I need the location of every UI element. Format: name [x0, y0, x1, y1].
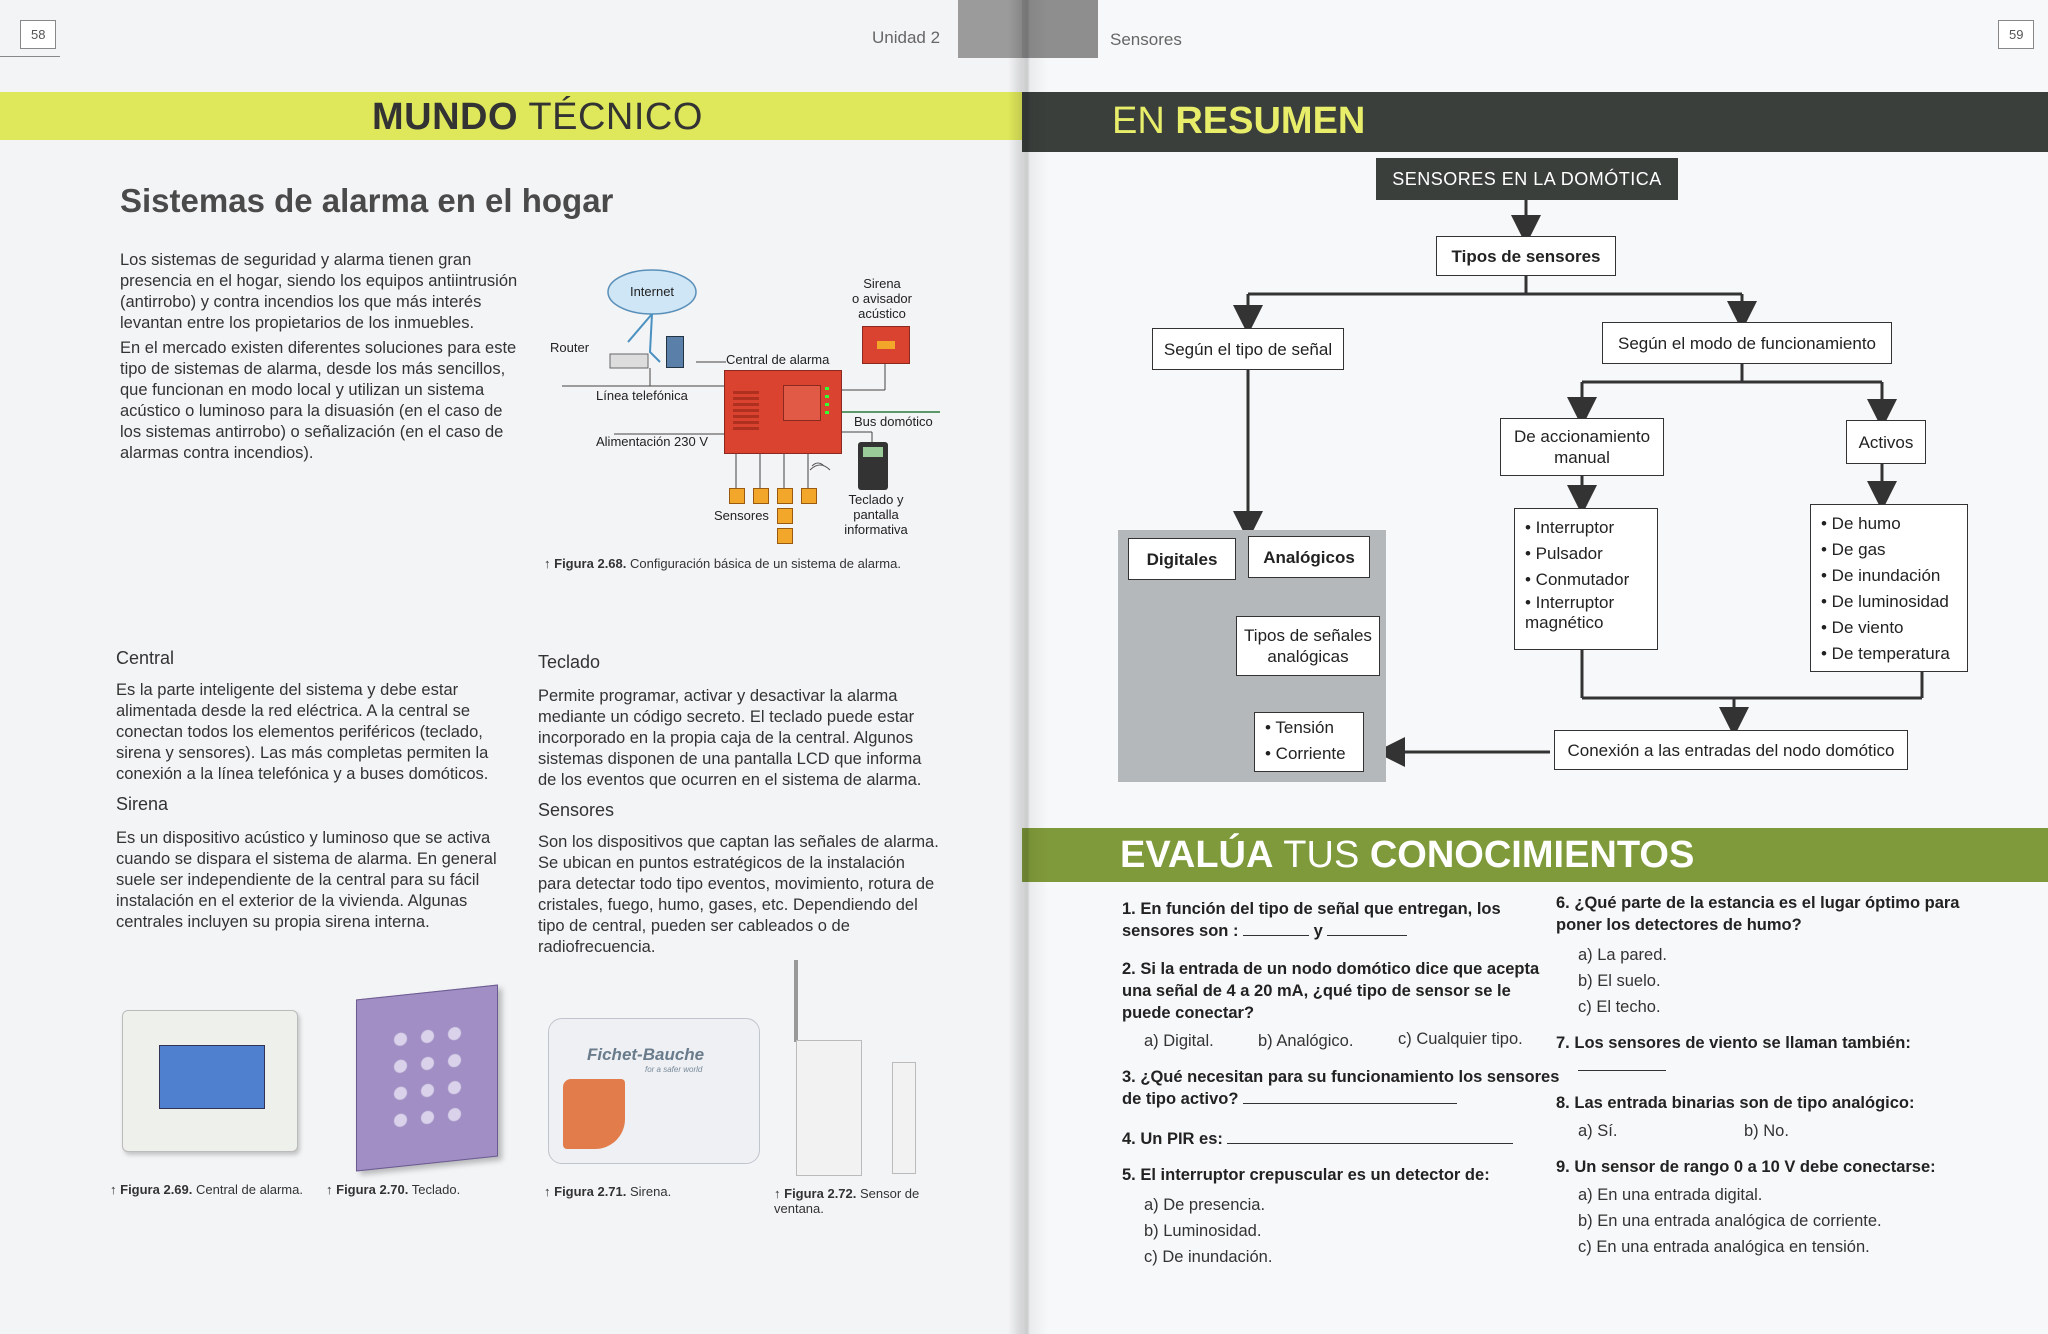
map-manual-item: • Pulsador	[1525, 544, 1603, 563]
question-3	[1122, 1066, 1562, 1110]
banner-light: EN	[1112, 100, 1165, 142]
heading-teclado: Teclado	[538, 652, 601, 672]
central-photo-panel	[159, 1045, 265, 1109]
siren-light	[877, 341, 895, 349]
q-text: Los sensores de viento se llaman también:	[1574, 1034, 1911, 1052]
sensor-square	[801, 488, 817, 504]
q-number: 4.	[1122, 1130, 1136, 1148]
label-teclado: Teclado y pantalla informativa	[844, 492, 908, 537]
q5-option[interactable]: b) Luminosidad.	[1144, 1222, 1262, 1240]
label-internet: Internet	[629, 284, 675, 299]
q-text: ¿Qué parte de la estancia es el lugar óptimo para poner los detectores de humo?	[1556, 894, 1960, 934]
sensor-square	[777, 508, 793, 524]
map-segun-modo: Según el modo de funcionamiento	[1602, 322, 1892, 364]
banner-rest: TÉCNICO	[528, 96, 703, 138]
running-head: Unidad 2	[872, 28, 941, 47]
map-root: SENSORES EN LA DOMÓTICA	[1376, 158, 1678, 200]
evalua-banner	[1022, 828, 2048, 882]
q-number: 7.	[1556, 1034, 1570, 1052]
photo-sensor-ventana	[796, 1040, 862, 1176]
q5-option[interactable]: c) De inundación.	[1144, 1248, 1273, 1266]
q-text: Un PIR es:	[1140, 1130, 1223, 1148]
map-manual: De accionamiento manual	[1500, 418, 1664, 476]
keypad-drawing	[858, 442, 888, 490]
central-grille	[733, 391, 759, 431]
q-number: 2.	[1122, 960, 1136, 978]
map-conexion: Conexión a las entradas del nodo domótico	[1554, 730, 1908, 770]
answer-blank[interactable]	[1327, 921, 1407, 936]
q-text: ¿Qué necesitan para su funcionamiento los sensores de tipo activo?	[1122, 1068, 1560, 1108]
answer-blank[interactable]	[1243, 1089, 1457, 1104]
siren-brand: Fichet-Bauche	[587, 1045, 705, 1064]
map-activos-item: • De luminosidad	[1821, 592, 1949, 611]
q9-option[interactable]: c) En una entrada analógica en tensión.	[1578, 1238, 1870, 1256]
q8-option[interactable]: a) Sí.	[1578, 1122, 1618, 1140]
q6-option[interactable]: b) El suelo.	[1578, 972, 1661, 990]
q-number: 9.	[1556, 1158, 1570, 1176]
map-analogicos: Analógicos	[1248, 536, 1370, 578]
central-unit-drawing	[724, 370, 842, 454]
label-alimentacion: Alimentación 230 V	[596, 434, 709, 449]
figure-caption-2-68: ↑ Figura 2.68. Configuración básica de un sistema de alarma.	[544, 556, 901, 571]
label-central: Central de alarma	[726, 352, 830, 367]
map-activos-item: • De inundación	[1821, 566, 1941, 585]
sensor-square	[729, 488, 745, 504]
photo-sirena	[548, 1018, 760, 1164]
map-activos-item: • De humo	[1821, 514, 1901, 533]
sensor-square	[777, 488, 793, 504]
right-page	[1022, 0, 2048, 1334]
question-6	[1556, 892, 1996, 936]
caption-num: Figura 2.72.	[784, 1186, 857, 1201]
caption-num: Figura 2.71.	[554, 1184, 627, 1199]
intro-paragraph: En el mercado existen diferentes soluciones para este tipo de sistemas de alarma, desde los más sencillos, que funcionan en modo local y utilizan un sistema acústico o luminoso para la disuasión (en el caso de los sistemas antirrobo) o señalización (en el caso de alarmas contra incendios).	[120, 339, 517, 462]
intro-text	[120, 250, 522, 464]
q-number: 5.	[1122, 1166, 1136, 1184]
keypad-buttons	[387, 1019, 469, 1138]
heading-sensores: Sensores	[538, 800, 615, 820]
q-mid: y	[1313, 922, 1323, 940]
q-text: Un sensor de rango 0 a 10 V debe conectarse:	[1574, 1158, 1936, 1176]
sensor-square	[777, 528, 793, 544]
label-bus: Bus domótico	[854, 414, 933, 429]
caption-text: Configuración básica de un sistema de alarma.	[630, 556, 901, 571]
banner-bold: MUNDO	[372, 96, 519, 138]
question-9	[1556, 1156, 1996, 1178]
answer-blank[interactable]	[1243, 921, 1309, 936]
heading-central: Central	[116, 648, 175, 668]
map-tipos: Tipos de sensores	[1436, 236, 1616, 276]
map-activos-item: • De temperatura	[1821, 644, 1950, 663]
mundo-tecnico-banner	[0, 92, 1022, 140]
map-manual-item: • Conmutador	[1525, 570, 1630, 589]
map-segun-senal: Según el tipo de señal	[1152, 328, 1344, 370]
map-activos-item: • De gas	[1821, 540, 1886, 559]
q-text: Si la entrada de un nodo domótico dice que acepta una señal de 4 a 20 mA, ¿qué tipo de sensor se le puede conectar?	[1122, 960, 1540, 1022]
caption-text: Teclado.	[411, 1182, 461, 1197]
sensor-antenna	[794, 960, 798, 1042]
banner-bold: CONOCIMIENTOS	[1369, 834, 1695, 876]
map-activos-item: • De viento	[1821, 618, 1904, 637]
question-7	[1556, 1032, 1996, 1054]
caption-text: Central de alarma.	[196, 1182, 303, 1197]
label-linea: Línea telefónica	[596, 388, 688, 403]
sensor-square	[753, 488, 769, 504]
photo-teclado	[356, 985, 498, 1172]
q9-option[interactable]: a) En una entrada digital.	[1578, 1186, 1763, 1204]
map-manual-list	[1514, 508, 1658, 650]
central-panel	[783, 385, 821, 421]
banner-bold: RESUMEN	[1175, 100, 1366, 142]
q2-option[interactable]: c) Cualquier tipo.	[1398, 1030, 1523, 1048]
question-5	[1122, 1164, 1562, 1186]
map-activos-list	[1810, 504, 1968, 672]
page-number: 59	[1998, 20, 2034, 49]
caption-num: Figura 2.68.	[554, 556, 627, 571]
q-number: 3.	[1122, 1068, 1136, 1086]
text-teclado: Permite programar, activar y desactivar la alarma mediante un código secreto. El teclado puede estar incorporado en la propia caja de la central. Algunos sistemas disponen de una pantalla LCD que informa de los eventos que ocurren en el sistema de alarma.	[538, 687, 922, 789]
answer-blank[interactable]	[1578, 1056, 1666, 1071]
banner-light: TUS	[1283, 834, 1360, 876]
answer-blank[interactable]	[1227, 1129, 1513, 1144]
q-text: Las entrada binarias son de tipo analógico:	[1574, 1094, 1915, 1112]
map-analog-item: • Tensión	[1265, 718, 1334, 737]
q6-option[interactable]: a) La pared.	[1578, 946, 1667, 964]
section-title: Sistemas de alarma en el hogar	[120, 182, 614, 219]
label-router: Router	[550, 340, 590, 355]
alarm-diagram	[540, 262, 960, 552]
q-text: El interruptor crepuscular es un detector de:	[1140, 1166, 1490, 1184]
question-2	[1122, 958, 1562, 1024]
running-head: Sensores	[1110, 30, 1182, 49]
figure-caption-2-70: ↑ Figura 2.70. Teclado.	[326, 1182, 461, 1197]
question-8	[1556, 1092, 1996, 1114]
phone-icon	[666, 336, 684, 368]
figure-caption-2-69: ↑ Figura 2.69. Central de alarma.	[110, 1182, 303, 1197]
caption-text: Sensor de ventana.	[774, 1186, 920, 1216]
label-sirena: Sirena o avisador acústico	[852, 276, 912, 321]
corner-rule	[0, 56, 60, 57]
map-analog-item: • Corriente	[1265, 744, 1346, 763]
q8-option[interactable]: b) No.	[1744, 1122, 1789, 1140]
intro-paragraph: Los sistemas de seguridad y alarma tienen gran presencia en el hogar, siendo los equipos antiintrusión (antirrobo) y contra incendios los que más interés levantan entre los propietarios de los inmuebles.	[120, 251, 518, 332]
figure-caption-2-71: ↑ Figura 2.71. Sirena.	[544, 1184, 672, 1199]
q9-option[interactable]: b) En una entrada analógica de corriente.	[1578, 1212, 1882, 1230]
q-number: 1.	[1122, 900, 1136, 918]
page-number: 58	[20, 20, 56, 49]
left-page	[0, 0, 1022, 1334]
q-text: En función del tipo de señal que entregan, los sensores son :	[1122, 900, 1501, 940]
caption-text: Sirena.	[630, 1184, 672, 1199]
q5-option[interactable]: a) De presencia.	[1144, 1196, 1266, 1214]
banner-bold: EVALÚA	[1120, 834, 1274, 876]
map-tipos-analogicas: Tipos de señales analógicas	[1236, 616, 1380, 676]
caption-num: Figura 2.69.	[120, 1182, 193, 1197]
caption-num: Figura 2.70.	[336, 1182, 409, 1197]
q2-option[interactable]: b) Analógico.	[1258, 1032, 1354, 1050]
text-central: Es la parte inteligente del sistema y debe estar alimentada desde la red eléctrica. A la central se conectan todos los elementos periféricos (teclado, sirena y sensores). Las más completas permiten la conexión a la línea telefónica y a buses domóticos.	[116, 681, 489, 783]
q6-option[interactable]: c) El techo.	[1578, 998, 1661, 1016]
map-manual-item: • Interruptor magnético	[1525, 593, 1615, 632]
siren-drawing	[862, 326, 910, 364]
text-sensores: Son los dispositivos que captan las señales de alarma. Se ubican en puntos estratégicos de la instalación para detectar todo tipo eventos, movimiento, rotura de cristales, fuego, humo, gases, etc. Dependiendo del tipo de central, pueden ser cableados o de radiofrecuencia.	[538, 833, 939, 956]
central-leds	[825, 387, 829, 417]
figure-caption-2-72: ↑ Figura 2.72. Sensor de ventana.	[774, 1186, 920, 1216]
q-number: 8.	[1556, 1094, 1570, 1112]
map-activos: Activos	[1846, 420, 1926, 464]
siren-lens	[563, 1079, 625, 1149]
heading-sirena: Sirena	[116, 794, 169, 814]
map-analog-list	[1254, 712, 1364, 772]
question-4	[1122, 1128, 1562, 1150]
unit-tab	[958, 0, 1022, 58]
q2-option[interactable]: a) Digital.	[1144, 1032, 1214, 1050]
photo-central-alarma	[122, 1010, 298, 1152]
photo-sensor-magnet	[892, 1062, 916, 1174]
text-sirena: Es un dispositivo acústico y luminoso que se activa cuando se dispara el sistema de alarma. En general suele ser independiente de la central para su fácil instalación en el exterior de la vivienda. Algunas centrales incluyen su propia sirena interna.	[116, 829, 497, 931]
siren-tagline: for a safer world	[645, 1065, 703, 1074]
map-manual-item: • Interruptor	[1525, 518, 1615, 537]
question-1	[1122, 898, 1562, 942]
label-sensores: Sensores	[714, 508, 769, 523]
q-number: 6.	[1556, 894, 1570, 912]
map-digitales: Digitales	[1128, 538, 1236, 580]
keypad-screen	[863, 447, 883, 457]
